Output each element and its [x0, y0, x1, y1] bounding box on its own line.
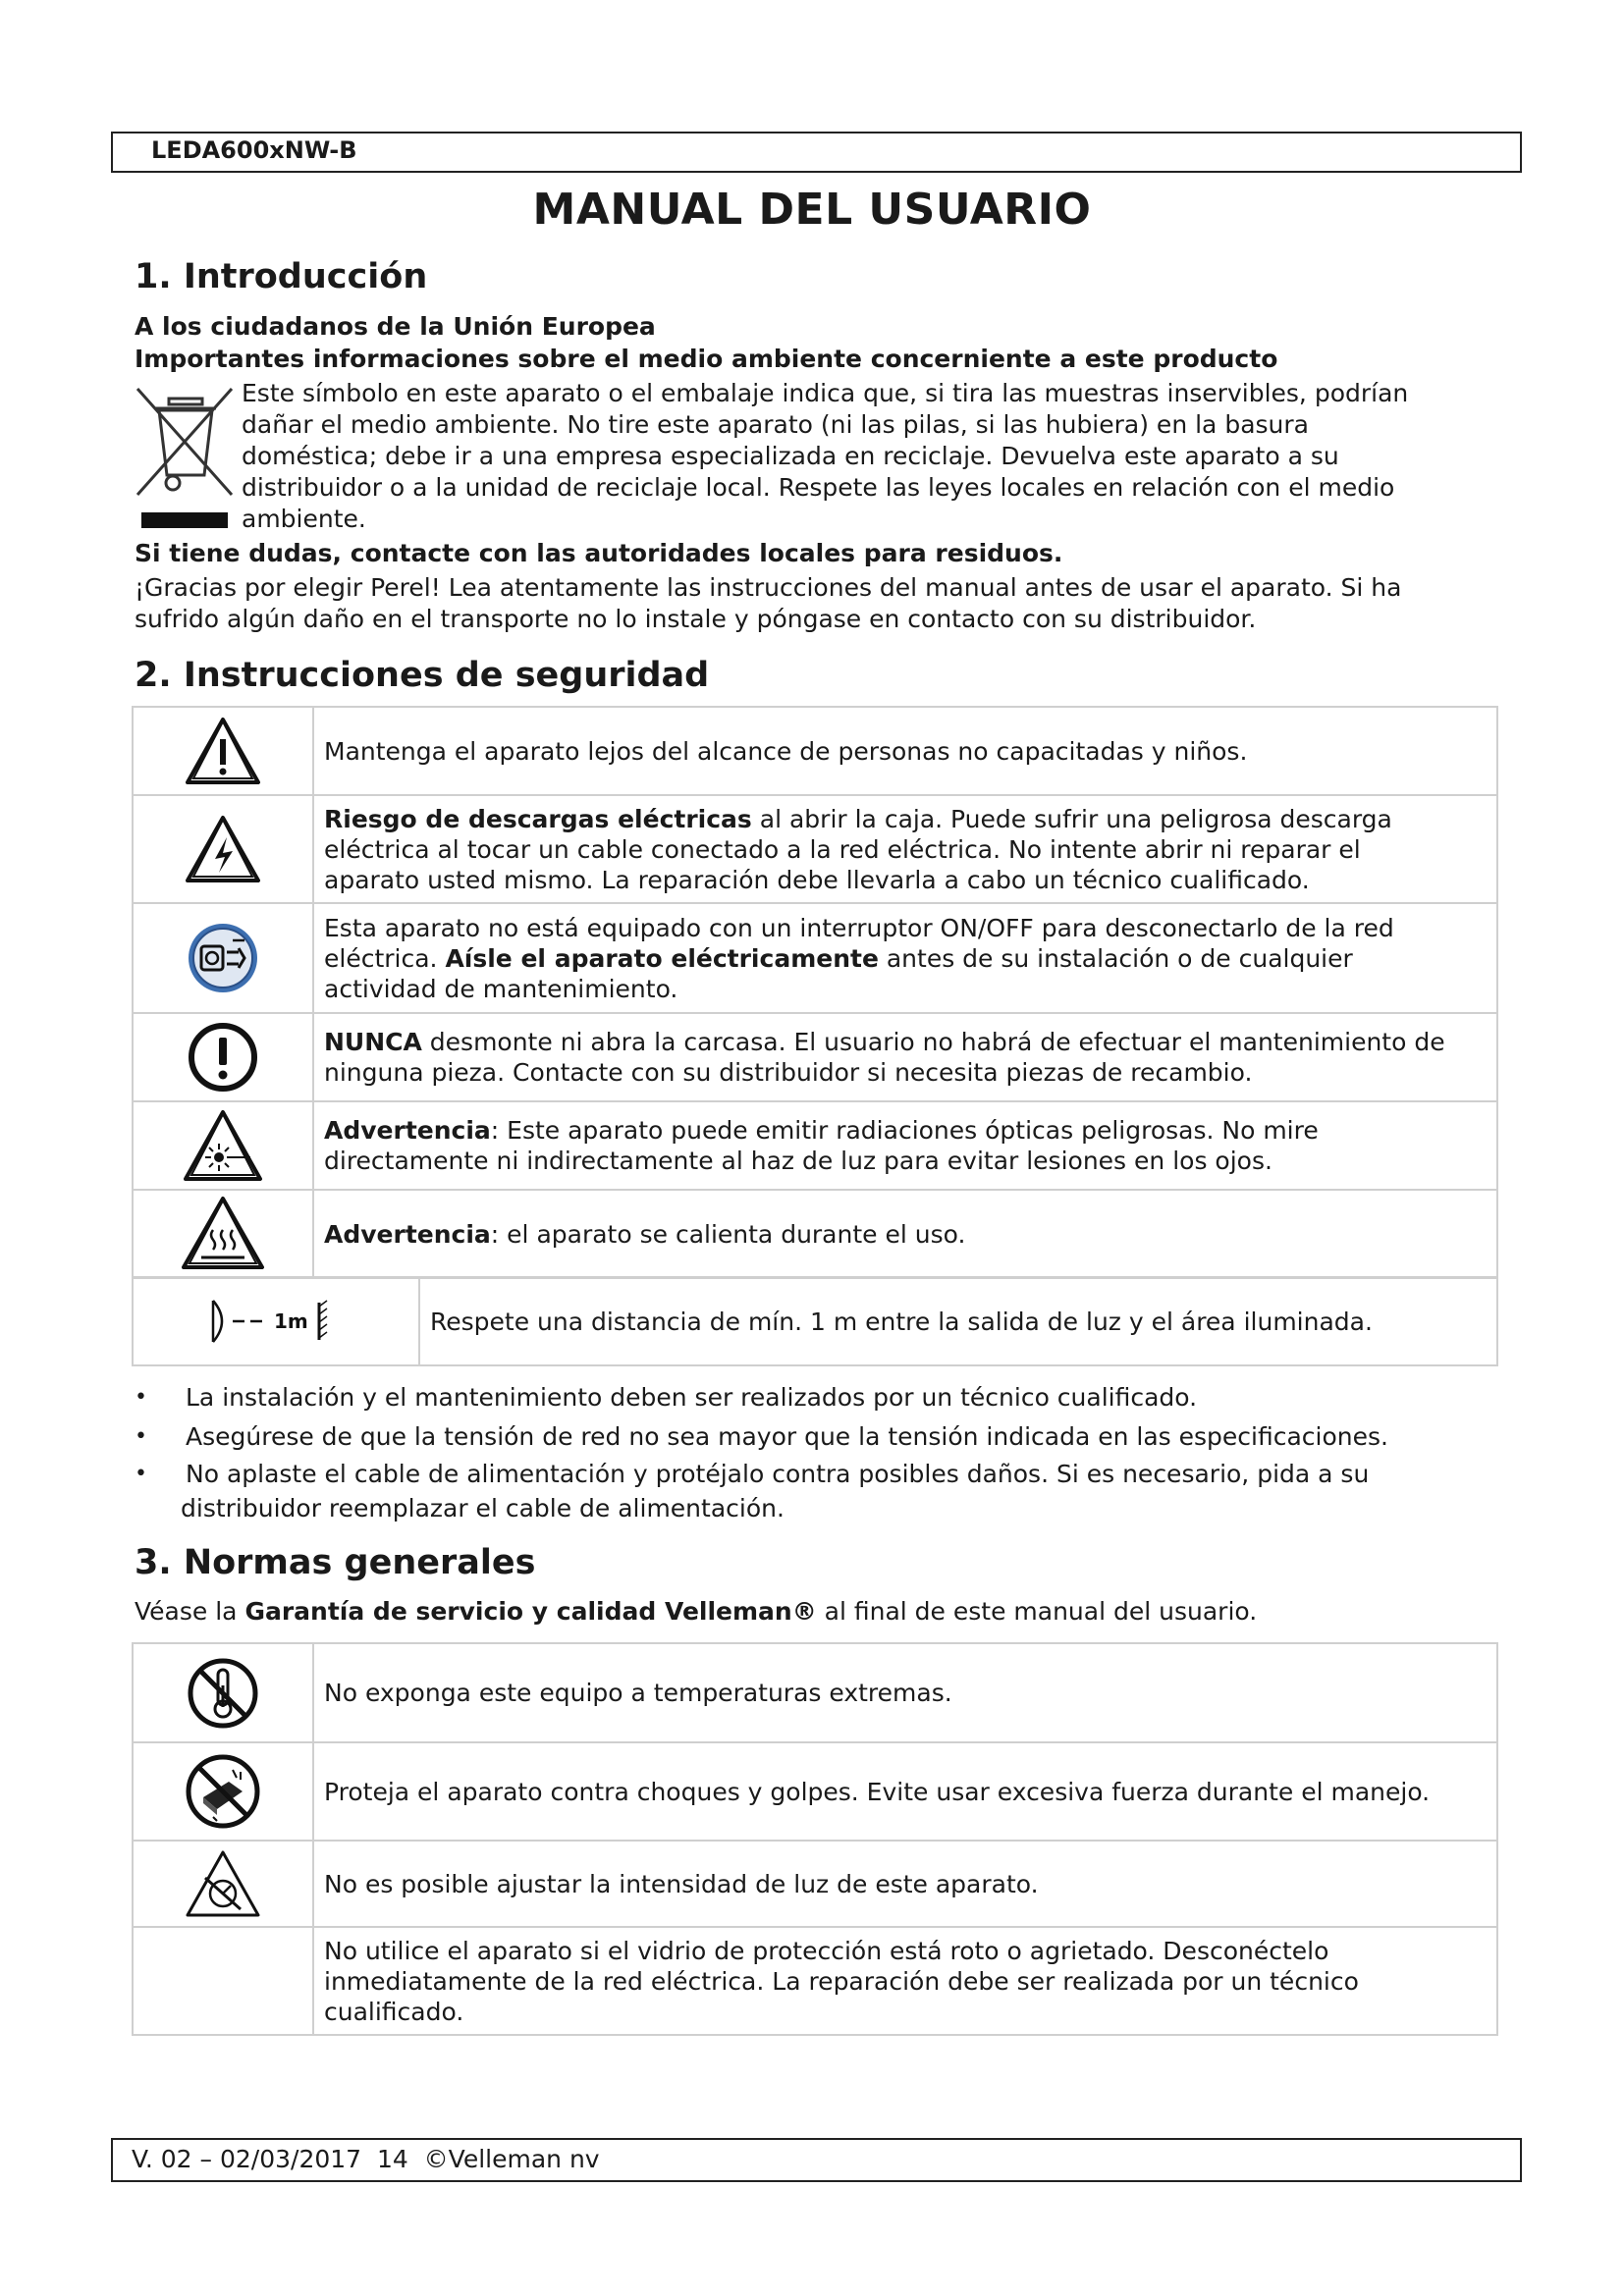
hot-surface-icon: [180, 1195, 266, 1273]
table-row: [133, 1841, 1497, 1927]
warranty-label: Garantía de servicio y calidad Velleman®: [244, 1597, 817, 1626]
general-intro: [135, 1596, 1257, 1628]
safety-row-5-text-b: directamente ni indirectamente al haz de luz para evitar lesiones en los ojos.: [324, 1147, 1272, 1175]
model-number: LEDA600xNW-B: [151, 136, 357, 164]
warning-triangle-icon: [184, 716, 262, 786]
no-extreme-temperature-icon: [186, 1656, 260, 1731]
thanks-line-2: sufrido algún daño en el transporte no lo instale y póngase en contacto con su distribuidor.: [135, 605, 1257, 633]
exclamation-circle-icon: [186, 1020, 260, 1095]
bullet-3-continuation: distribuidor reemplazar el cable de alimentación.: [181, 1494, 785, 1522]
eu-citizens-heading: A los ciudadanos de la Unión Europea: [135, 312, 656, 341]
general-row-1-text: No exponga este equipo a temperaturas extremas.: [324, 1679, 952, 1707]
safety-row-6-text: : el aparato se calienta durante el uso.: [490, 1219, 966, 1249]
general-row-3-text: No es posible ajustar la intensidad de luz de este aparato.: [324, 1869, 1039, 1898]
general-row-4-text-b: inmediatamente de la red eléctrica. La reparación debe ser realizada por un técnico: [324, 1966, 1359, 1996]
section-safety-heading: 2. Instrucciones de seguridad: [135, 656, 710, 695]
table-row: [133, 1101, 1497, 1190]
safety-row-3-text-d: actividad de mantenimiento.: [324, 974, 678, 1003]
safety-row-4-text-a: desmonte ni abra la carcasa. El usuario no habrá de efectuar el mantenimiento de: [421, 1028, 1445, 1056]
weee-bin-icon: [132, 379, 238, 530]
isolate-label: Aísle el aparato eléctricamente: [445, 943, 879, 973]
disconnect-plug-icon: [186, 921, 260, 995]
section-introduction-heading: 1. Introducción: [135, 257, 428, 296]
table-row: [133, 1927, 1497, 2035]
footer-text: V. 02 – 02/03/2017 14 ©Velleman nv: [132, 2145, 600, 2173]
safety-table: [132, 706, 1498, 1279]
safety-row-3-text-c: antes de su instalación o de cualquier: [878, 943, 1353, 973]
bullet-3-text: No aplaste el cable de alimentación y protéjalo contra posibles daños. Si es necesario, pida a su: [186, 1460, 1370, 1488]
safety-row-4-text-b: ninguna pieza. Contacte con su distribuidor si necesita piezas de recambio.: [324, 1058, 1253, 1087]
safety-row-3-text-a: Esta aparato no está equipado con un interruptor ON/OFF para desconectarlo de la red: [324, 913, 1394, 942]
table-row: [133, 707, 1497, 795]
general-row-4-text-a: No utilice el aparato si el vidrio de protección está roto o agrietado. Desconéctelo: [324, 1936, 1329, 1965]
bullet-1-text: La instalación y el mantenimiento deben ser realizados por un técnico cualificado.: [186, 1383, 1198, 1412]
safety-row-3-text-b: eléctrica.: [324, 943, 446, 973]
page-title: MANUAL DEL USUARIO: [532, 185, 1092, 235]
shock-risk-label: Riesgo de descargas eléctricas: [324, 804, 752, 833]
distance-table: [132, 1276, 1498, 1366]
weee-line-1: Este símbolo en este aparato o el embalaje indica que, si tira las muestras inservibles, podrían: [242, 379, 1409, 407]
environment-heading: Importantes informaciones sobre el medio ambiente concerniente a este producto: [135, 345, 1278, 373]
weee-line-2: dañar el medio ambiente. No tire este aparato (ni las pilas, si las hubiera) en la basura: [242, 410, 1309, 439]
safety-row-2-text-a: al abrir la caja. Puede sufrir una peligrosa descarga: [751, 804, 1392, 833]
electric-shock-icon: [184, 814, 262, 884]
min-distance-icon: [188, 1297, 364, 1346]
section-general-heading: 3. Normas generales: [135, 1543, 536, 1582]
table-row: [133, 1190, 1497, 1278]
table-row: [133, 1742, 1497, 1841]
doubts-text: Si tiene dudas, contacte con las autoridades locales para residuos.: [135, 539, 1063, 567]
table-row: [133, 1013, 1497, 1101]
no-dimmer-icon: [184, 1848, 262, 1919]
laser-radiation-icon: [182, 1108, 264, 1183]
warning-label: Advertencia: [324, 1116, 491, 1145]
general-intro-pre: Véase la: [135, 1597, 245, 1626]
safety-row-5-text-a: : Este aparato puede emitir radiaciones ópticas peligrosas. No mire: [490, 1116, 1319, 1145]
table-row: [133, 1277, 1497, 1365]
thanks-line-1: ¡Gracias por elegir Perel! Lea atentamente las instrucciones del manual antes de usar el aparato. Si ha: [135, 573, 1402, 602]
general-table: [132, 1642, 1498, 2036]
weee-line-5: ambiente.: [242, 505, 366, 533]
safety-row-2-text-c: aparato usted mismo. La reparación debe llevarla a cabo un técnico cualificado.: [324, 865, 1310, 894]
warning-label: Advertencia: [324, 1219, 491, 1249]
table-row: [133, 903, 1497, 1013]
safety-row-2-text-b: eléctrica al tocar un cable conectado a la red eléctrica. No intente abrir ni reparar el: [324, 834, 1361, 864]
distance-label: 1m: [274, 1309, 308, 1333]
table-row: [133, 795, 1497, 903]
no-shocks-icon: [184, 1752, 262, 1831]
table-row: [133, 1643, 1497, 1742]
bullet-2-text: Asegúrese de que la tensión de red no sea mayor que la tensión indicada en las especificaciones.: [186, 1422, 1388, 1451]
weee-line-3: doméstica; debe ir a una empresa especializada en reciclaje. Devuelva este aparato a su: [242, 442, 1339, 470]
never-label: NUNCA: [324, 1028, 422, 1056]
general-row-4-text-c: cualificado.: [324, 1997, 464, 2026]
general-intro-post: al final de este manual del usuario.: [816, 1597, 1258, 1626]
safety-row-7-text: Respete una distancia de mín. 1 m entre la salida de luz y el área iluminada.: [430, 1307, 1373, 1336]
general-row-2-text: Proteja el aparato contra choques y golpes. Evite usar excesiva fuerza durante el manejo.: [324, 1777, 1431, 1806]
weee-line-4: distribuidor o a la unidad de reciclaje local. Respete las leyes locales en relación con el medio: [242, 473, 1395, 502]
safety-row-1-text: Mantenga el aparato lejos del alcance de personas no capacitadas y niños.: [324, 736, 1248, 766]
